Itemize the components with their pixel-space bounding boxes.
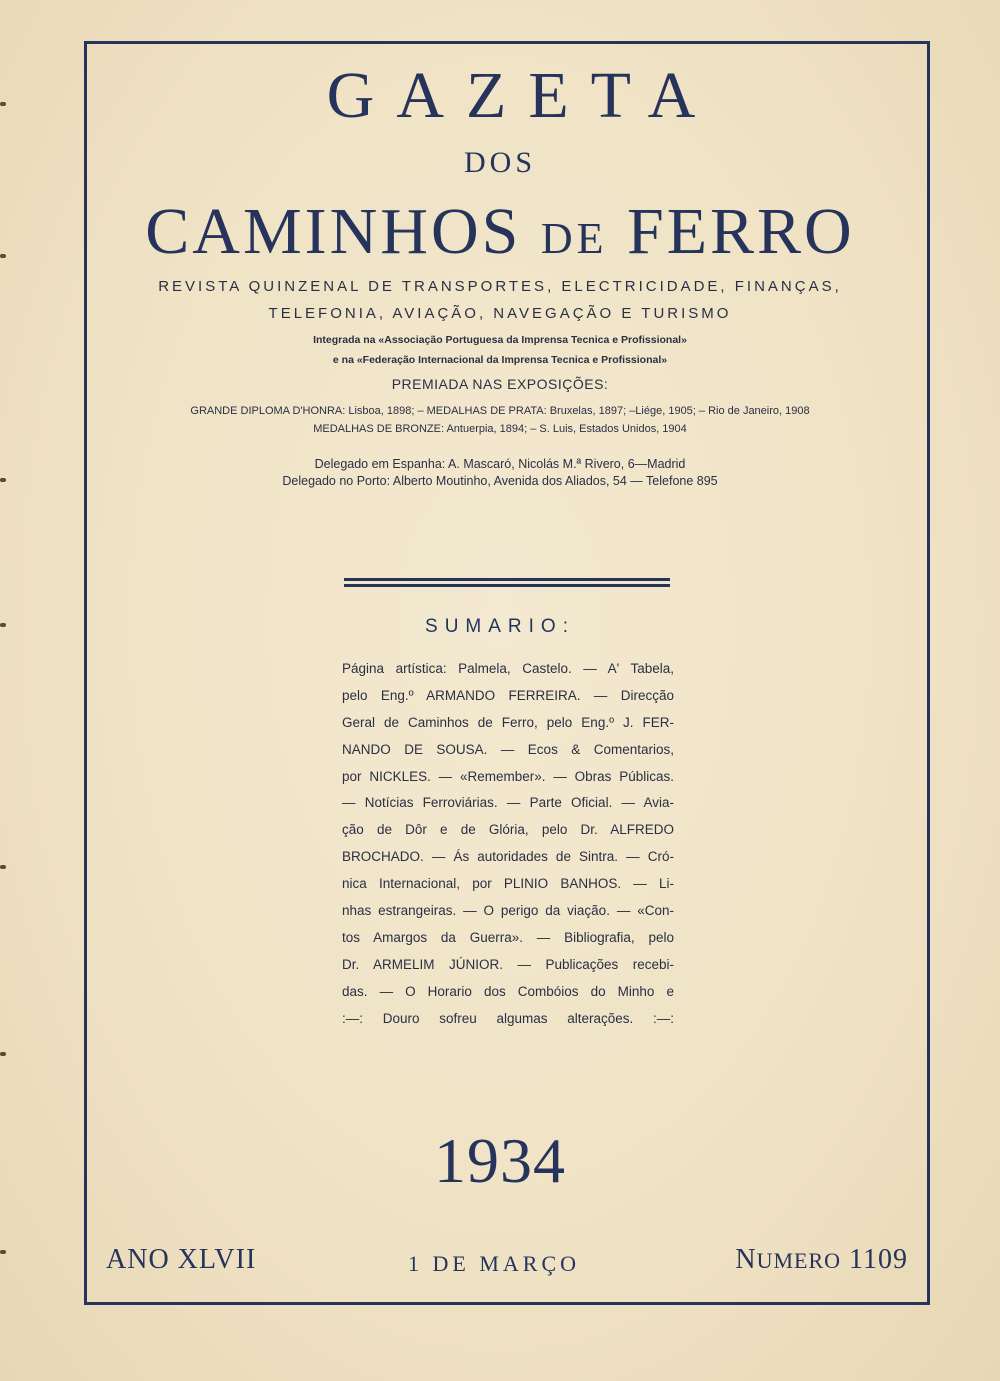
subtitle-line-2: TELEFONIA, AVIAÇÃO, NAVEGAÇÃO E TURISMO — [268, 305, 732, 322]
masthead-caminhos-de-ferro: CAMINHOS DE FERRO — [145, 195, 855, 268]
divider-rule — [344, 578, 670, 581]
awards-line-1: GRANDE DIPLOMA D'HONRA: Lisboa, 1898; – MEDALHAS DE PRATA: Bruxelas, 1897; –Liége, 1905; – Rio de Janeiro, 1908 — [190, 405, 810, 417]
delegate-spain: Delegado em Espanha: A. Mascaró, Nicolás M.ª Rivero, 6—Madrid — [314, 457, 686, 471]
binding-mark — [0, 1250, 6, 1254]
issue-volume: ANO XLVII — [106, 1244, 257, 1275]
delegate-porto: Delegado no Porto: Alberto Moutinho, Avenida dos Aliados, 54 — Telefone 895 — [282, 474, 718, 488]
summary-line: Dr. ARMELIM JÚNIOR. — Publicações recebi- — [342, 956, 674, 972]
masthead-title: GAZETA — [326, 59, 718, 132]
summary-line: Geral de Caminhos de Ferro, pelo Eng.º J. FER- — [342, 714, 674, 730]
summary-line: por NICKLES. — «Remember». — Obras Públicas. — [342, 768, 674, 784]
summary-line: Página artística: Palmela, Castelo. — A' Tabela, — [342, 661, 674, 676]
summary-line: ção de Dôr e de Glória, pelo Dr. ALFREDO — [342, 822, 674, 838]
issue-date: 1 DE MARÇO — [408, 1251, 581, 1276]
awards-line-2: MEDALHAS DE BRONZE: Antuerpia, 1894; – S. Luis, Estados Unidos, 1904 — [313, 423, 687, 435]
summary-line: pelo Eng.º ARMANDO FERREIRA. — Direcção — [342, 687, 674, 703]
divider-rule — [344, 584, 670, 587]
integration-line-1: Integrada na «Associação Portuguesa da Imprensa Tecnica e Profissional» — [313, 334, 687, 346]
integration-line-2: e na «Federação Internacional da Imprensa Tecnica e Profissional» — [332, 354, 668, 366]
summary-line: BROCHADO. — Ás autoridades de Sintra. — Cró- — [342, 849, 674, 865]
summary-text — [342, 656, 674, 1032]
summary-line: :—: Douro sofreu algumas alterações. :—: — [342, 1010, 674, 1026]
summary-line: NANDO DE SOUSA. — Ecos & Comentarios, — [342, 741, 674, 757]
issue-number-label: NUMERO — [735, 1244, 842, 1275]
subtitle-line-1: REVISTA QUINZENAL DE TRANSPORTES, ELECTRICIDADE, FINANÇAS, — [158, 278, 842, 295]
masthead-dos: DOS — [463, 146, 536, 179]
summary-line: — Notícias Ferroviárias. — Parte Oficial. — Avia- — [342, 795, 674, 811]
summary-line: das. — O Horario dos Combóios do Minho e — [342, 983, 674, 999]
issue-year: 1934 — [434, 1125, 566, 1196]
premiada-heading: PREMIADA NAS EXPOSIÇÕES: — [391, 376, 609, 392]
summary-line: nica Internacional, por PLINIO BANHOS. — Li- — [342, 876, 674, 892]
summary-heading: SUMARIO: — [425, 616, 575, 637]
issue-number — [735, 1244, 908, 1276]
summary-line: tos Amargos da Guerra». — Bibliografia, pelo — [342, 929, 674, 945]
binding-mark — [0, 1052, 6, 1056]
binding-mark — [0, 865, 6, 869]
issue-number-value: 1109 — [849, 1244, 908, 1275]
summary-line: nhas estrangeiras. — O perigo da viação. — «Con- — [342, 903, 674, 919]
